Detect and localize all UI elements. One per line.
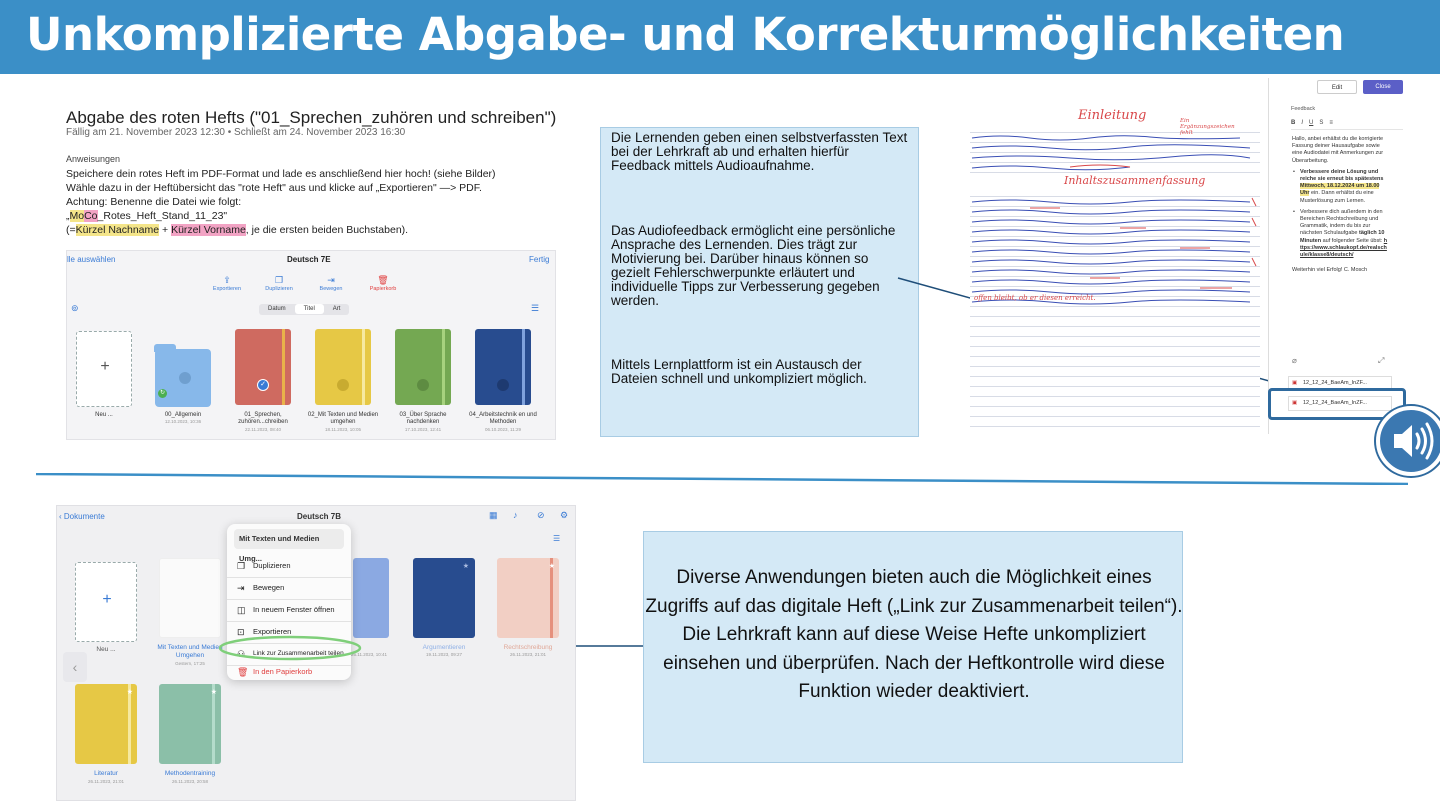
people-icon: ⚇: [237, 649, 246, 659]
instruction-line: Speichere dein rotes Heft im PDF-Format und lade es anschließend hier hoch! (siehe Bilder): [66, 168, 496, 180]
notebook-caption: 00_Allgemein: [164, 412, 202, 418]
sync-icon[interactable]: ⊚: [71, 303, 79, 313]
slide-title: Unkomplizierte Abgabe- und Korrekturmöglichkeiten: [26, 8, 1345, 61]
instruction-line: Wähle dazu in der Heftübersicht das "rote Heft" aus und klicke auf „Exportieren" —> PDF.: [66, 182, 482, 194]
notebook-caption: Methodentraining: [164, 770, 216, 777]
export-icon: ⊡: [237, 627, 245, 637]
context-menu-header: Mit Texten und Medien Umg...: [234, 529, 344, 549]
move-tool[interactable]: ⇥ Bewegen: [311, 275, 351, 292]
notebook-caption: 01_Sprechen, zuhören...chreiben: [238, 412, 288, 425]
bell-icon[interactable]: ♪: [513, 510, 518, 520]
trash-icon: 🗑: [237, 667, 249, 677]
speaker-icon[interactable]: [1376, 406, 1440, 476]
menu-item-share-link[interactable]: ⚇ Link zur Zusammenarbeit teilen: [233, 644, 349, 664]
file-icon: ▣: [1292, 380, 1298, 386]
doc-closing-line: offen bleibt, ob er diesen erreicht.: [974, 294, 1096, 302]
gear-icon[interactable]: ⚙: [560, 510, 569, 520]
feedback-bullet: • Verbessere deine Lösung und reiche sie erneut bis spätestens Mittwoch, 18.12.2024 um 18.00 Uhr ein. Dann erhältst du eine Musterlösung zum Lernen.: [1293, 168, 1384, 204]
duplicate-icon: ❐: [274, 275, 284, 285]
doc-heading: Einleitung: [1078, 108, 1147, 123]
notebook-white[interactable]: [159, 558, 221, 638]
chevron-left-icon: ‹: [59, 512, 64, 521]
feedback-greeting: Hallo, anbei erhältst du die korrigierte Fassung deiner Hausaufgabe sowie eine Audiodatei mit Anmerkungen zur Überarbeitung.: [1292, 136, 1384, 164]
paren: (=: [66, 224, 76, 236]
notebook-caption: Neu ...: [96, 646, 116, 653]
notebook-navy[interactable]: [413, 558, 475, 638]
window-icon: ◫: [237, 605, 246, 615]
duplicate-icon: ❐: [237, 561, 246, 571]
info-paragraph: Die Lernenden geben einen selbstverfassten Text bei der Lehrkraft ab und erhalten hierfür Feedback mittels Audioaufnahme.: [611, 130, 908, 173]
section-divider: [36, 473, 1408, 485]
notebook-yellow[interactable]: [75, 684, 137, 764]
filename-rest: _Rotes_Heft_Stand_11_23": [97, 210, 228, 222]
doc-heading: Inhaltszusammenfassung: [1064, 174, 1206, 187]
assignment-title: Abgabe des roten Hefts ("01_Sprechen_zuhören und schreiben"): [66, 108, 557, 127]
export-tool[interactable]: ⇪ Exportieren: [207, 275, 247, 292]
handwriting-scribble: [970, 196, 1260, 386]
highlight-co: Co: [84, 210, 98, 222]
star-icon: ★: [210, 689, 217, 696]
feedback-text[interactable]: [1292, 136, 1388, 274]
back-button[interactable]: ‹ Dokumente: [59, 512, 105, 521]
notebook-date: Gestern, 17:25: [175, 661, 205, 666]
practice-link[interactable]: https://www.schlaukopf.de/realschule/klasse8/deutsch/: [1300, 237, 1388, 259]
handwritten-document: [970, 98, 1260, 432]
trash-tool[interactable]: 🗑 Papierkorb: [363, 275, 403, 292]
plus: +: [159, 224, 172, 236]
menu-item-new-window[interactable]: ◫ In neuem Fenster öffnen: [233, 600, 349, 620]
share-icon: ⇪: [223, 275, 231, 285]
menu-item-move[interactable]: ⇥ Bewegen: [233, 578, 349, 598]
sort-date[interactable]: Datum: [268, 306, 286, 312]
quote: „: [66, 210, 70, 222]
instructions-heading: Anweisungen: [66, 154, 121, 164]
calendar-icon[interactable]: ▦: [489, 510, 498, 520]
instruction-line: Achtung: Benenne die Datei wie folgt:: [66, 196, 242, 208]
notebook-date: 19.11.2023, 09:27: [426, 652, 462, 657]
notebook-caption: Mit Texten und Medien Umgehen: [157, 644, 223, 659]
feedback-signoff: Weiterhin viel Erfolg! C. Mosch: [1292, 267, 1368, 274]
format-toolbar[interactable]: B I U S ≡: [1291, 116, 1403, 130]
info-paragraph: Diverse Anwendungen bieten auch die Möglichkeit eines Zugriffs auf das digitale Heft („Link zur Zusammenarbeit teilen“). Die Lehrkraft kann auf diese Weise Hefte unkompliziert einsehen und überprüfen. Nach der Heftkontrolle wird diese Funktion wieder deaktiviert.: [645, 567, 1183, 703]
menu-item-trash[interactable]: 🗑 In den Papierkorb: [233, 662, 349, 682]
trash-icon: 🗑: [377, 275, 389, 285]
notebook-caption: Rechtschreibung: [503, 644, 553, 651]
checkmark-icon: ✓: [257, 379, 269, 391]
audio-file-attachment[interactable]: ▣ 12_12_24_BaeAm_InZF...: [1288, 376, 1392, 391]
highlight-mo: Mo: [69, 210, 85, 222]
notebook-caption: Neu ...: [95, 412, 113, 418]
notebook-date: 06.10.2023, 11:29: [485, 427, 521, 432]
plus-icon: +: [100, 358, 110, 375]
notebook-date: 18.11.2023, 10:05: [325, 427, 361, 432]
plus-icon: +: [102, 591, 112, 608]
move-icon: ⇥: [237, 583, 245, 593]
folder-title: Deutsch 7E: [287, 255, 331, 264]
notebook-caption: 02_Mit Texten und Medien umgehen: [307, 412, 379, 425]
new-notebook[interactable]: [75, 562, 137, 642]
info-box-collaboration: [643, 531, 1183, 763]
notebook-caption: 03_Über Sprache nachdenken: [399, 412, 447, 425]
highlight-ellipse: [215, 632, 365, 664]
star-icon: ★: [548, 563, 555, 570]
close-button[interactable]: Close: [1363, 80, 1403, 94]
info-paragraph: Das Audiofeedback ermöglicht eine persönliche Ansprache des Lernenden. Dies trägt zur Motivierung bei. Darüber hinaus können so gezielt Fehlerschwerpunkte erläutert und individuelle Tipps zur Verbesserung gegeben werden.: [611, 223, 896, 308]
folder-title: Deutsch 7B: [297, 512, 342, 521]
file-icon: ▣: [1292, 400, 1298, 406]
list-view-icon[interactable]: ☰: [553, 534, 561, 543]
edit-button[interactable]: Edit: [1317, 80, 1357, 94]
abbrev-rest: , je die ersten beiden Buchstaben).: [245, 224, 409, 236]
info-paragraph: Mittels Lernplattform ist ein Austausch der Dateien schnell und unkompliziert möglich.: [611, 357, 867, 386]
notebook-light-blue[interactable]: [353, 558, 389, 638]
expand-icon[interactable]: ⤢: [1378, 356, 1385, 365]
highlight-nachname: Kürzel Nachname: [75, 224, 160, 236]
star-icon: ★: [462, 563, 469, 570]
notebook-date: 17.10.2023, 12:41: [404, 427, 442, 432]
notebook-caption: Literatur: [94, 770, 118, 777]
margin-note: Ein Ergänzungszeichen fehlt: [1180, 118, 1235, 136]
notebook-date: 26.11.2023, 21:01: [88, 779, 124, 784]
sort-type[interactable]: Art: [332, 306, 341, 312]
notebook-app-screenshot-2: [56, 505, 576, 801]
menu-item-duplicate[interactable]: ❐ Duplizieren: [233, 556, 349, 576]
chevron-left-icon[interactable]: ‹: [63, 652, 87, 682]
select-all-button[interactable]: lle auswählen: [67, 255, 116, 264]
notebook-caption: Argumentieren: [422, 644, 466, 651]
list-view-icon[interactable]: ☰: [531, 303, 540, 313]
highlight-vorname: Kürzel Vorname: [171, 224, 246, 236]
attach-icon[interactable]: ⌀: [1292, 356, 1297, 365]
notebook-caption: 04_Arbeitstechnik en und Methoden: [469, 412, 537, 425]
notebook-date: 26.11.2023, 21:01: [510, 652, 546, 657]
sync-badge-icon: ↻: [159, 390, 166, 396]
sort-title[interactable]: Titel: [295, 304, 324, 314]
notebook-date: 22.11.2023, 08:40: [245, 427, 281, 432]
notebook-date: 26.11.2023, 20:58: [172, 779, 208, 784]
notebook-teal[interactable]: [159, 684, 221, 764]
notebook-pink[interactable]: [497, 558, 559, 638]
check-circle-icon[interactable]: ⊘: [537, 510, 545, 520]
move-icon: ⇥: [327, 275, 335, 285]
feedback-label: Feedback: [1291, 106, 1316, 112]
notebook-date: 26.11.2023, 10:41: [351, 652, 387, 657]
notebook-date: 12.10.2023, 10:36: [164, 419, 202, 424]
done-button[interactable]: Fertig: [529, 255, 550, 264]
audio-file-attachment[interactable]: ▣ 12_12_24_BaeAm_InZF...: [1288, 396, 1392, 411]
assignment-meta: Fällig am 21. November 2023 12:30 • Schließt am 24. November 2023 16:30: [66, 127, 406, 138]
duplicate-tool[interactable]: ❐ Duplizieren: [259, 275, 299, 292]
star-icon: ★: [126, 689, 133, 696]
feedback-bullet: • Verbessere dich außerdem in den Bereichen Rechtschreibung und Grammatik, indem du bis zur nächsten Schulaufgabe täglich 10 Minuten auf folgender Seite übst: https://www.schlaukopf.de/realschule/klasse8/deutsch/: [1293, 208, 1388, 259]
menu-item-export[interactable]: ⊡ Exportieren: [233, 622, 349, 642]
